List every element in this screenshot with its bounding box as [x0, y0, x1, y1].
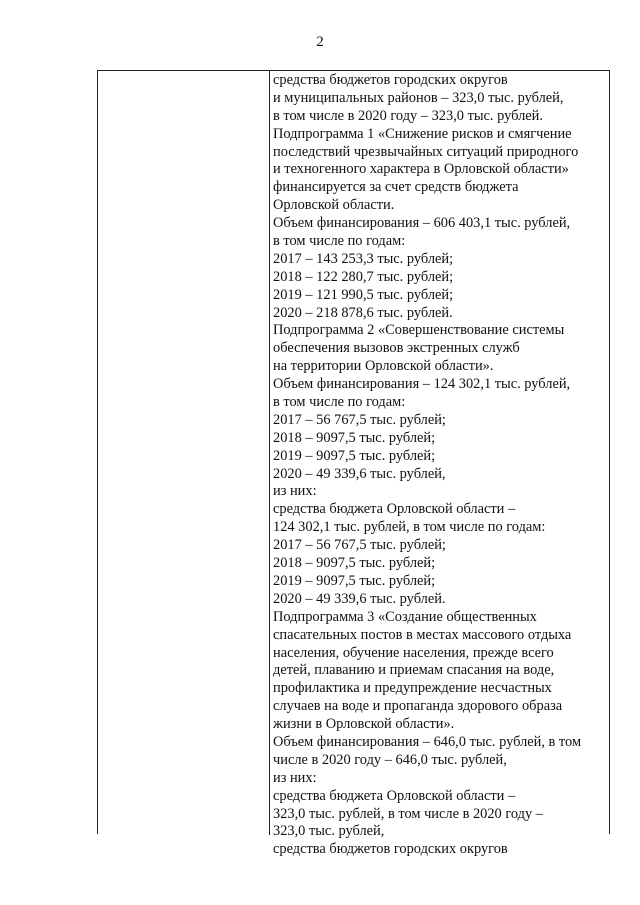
- cell-text-line: случаев на воде и пропаганда здорового образа: [273, 698, 563, 715]
- cell-text-line: Подпрограмма 3 «Создание общественных: [273, 608, 537, 625]
- cell-text-line: населения, обучение населения, прежде всего: [273, 644, 554, 661]
- cell-text-line: 2020 – 218 878,6 тыс. рублей.: [273, 304, 453, 321]
- cell-text-line: средства бюджета Орловской области –: [273, 787, 516, 804]
- cell-text-line: числе в 2020 году – 646,0 тыс. рублей,: [273, 751, 507, 768]
- cell-text-line: Объем финансирования – 606 403,1 тыс. рублей,: [273, 215, 571, 232]
- cell-text-line: Объем финансирования – 646,0 тыс. рублей, в том: [273, 733, 582, 750]
- cell-text-line: Объем финансирования – 124 302,1 тыс. рублей,: [273, 376, 571, 393]
- cell-text-line: в том числе в 2020 году – 323,0 тыс. рублей.: [273, 107, 543, 124]
- cell-text-line: 2020 – 49 339,6 тыс. рублей,: [273, 465, 446, 482]
- cell-text-line: Подпрограмма 2 «Совершенствование системы: [273, 322, 565, 339]
- cell-text-line: спасательных постов в местах массового отдыха: [273, 626, 572, 643]
- cell-text-line: в том числе по годам:: [273, 233, 406, 250]
- cell-text-line: средства бюджетов городских округов: [273, 841, 508, 858]
- right-cell: [273, 72, 607, 859]
- cell-text-line: обеспечения вызовов экстренных служб: [273, 340, 520, 357]
- cell-text-line: 2018 – 9097,5 тыс. рублей;: [273, 429, 436, 446]
- cell-text-line: Орловской области.: [273, 197, 395, 214]
- cell-text-line: 2017 – 56 767,5 тыс. рублей;: [273, 411, 446, 428]
- cell-text-line: 2018 – 9097,5 тыс. рублей;: [273, 555, 436, 572]
- cell-text-line: средства бюджетов городских округов: [273, 72, 508, 88]
- cell-text-line: последствий чрезвычайных ситуаций природного: [273, 143, 579, 160]
- cell-text-line: детей, плаванию и приемам спасания на воде,: [273, 662, 555, 679]
- cell-text-line: финансируется за счет средств бюджета: [273, 179, 519, 196]
- cell-text-line: и муниципальных районов – 323,0 тыс. рублей,: [273, 89, 564, 106]
- cell-text-line: на территории Орловской области».: [273, 358, 494, 375]
- cell-text-line: 2017 – 56 767,5 тыс. рублей;: [273, 537, 446, 554]
- cell-text-line: из них:: [273, 483, 317, 500]
- cell-text-line: 323,0 тыс. рублей, в том числе в 2020 году –: [273, 805, 543, 822]
- cell-text-line: 2020 – 49 339,6 тыс. рублей.: [273, 590, 446, 607]
- cell-text-line: 2019 – 9097,5 тыс. рублей;: [273, 572, 436, 589]
- cell-text-line: 2018 – 122 280,7 тыс. рублей;: [273, 268, 454, 285]
- cell-text-line: из них:: [273, 769, 317, 786]
- cell-text-line: 124 302,1 тыс. рублей, в том числе по годам:: [273, 519, 546, 536]
- cell-text-line: 2019 – 121 990,5 тыс. рублей;: [273, 286, 454, 303]
- cell-text-line: Подпрограмма 1 «Снижение рисков и смягчение: [273, 125, 572, 142]
- page-number: 2: [316, 34, 324, 50]
- cell-text-line: в том числе по годам:: [273, 394, 406, 411]
- cell-text-line: 2017 – 143 253,3 тыс. рублей;: [273, 250, 454, 267]
- cell-text-line: профилактика и предупреждение несчастных: [273, 680, 552, 697]
- cell-text-line: 2019 – 9097,5 тыс. рублей;: [273, 447, 436, 464]
- cell-text-line: жизни в Орловской области».: [273, 716, 455, 733]
- document-table: [97, 70, 610, 858]
- cell-text-line: средства бюджета Орловской области –: [273, 501, 516, 518]
- cell-text-line: 323,0 тыс. рублей,: [273, 823, 385, 840]
- cell-text-line: и техногенного характера в Орловской области»: [273, 161, 569, 178]
- column-divider: [269, 71, 270, 835]
